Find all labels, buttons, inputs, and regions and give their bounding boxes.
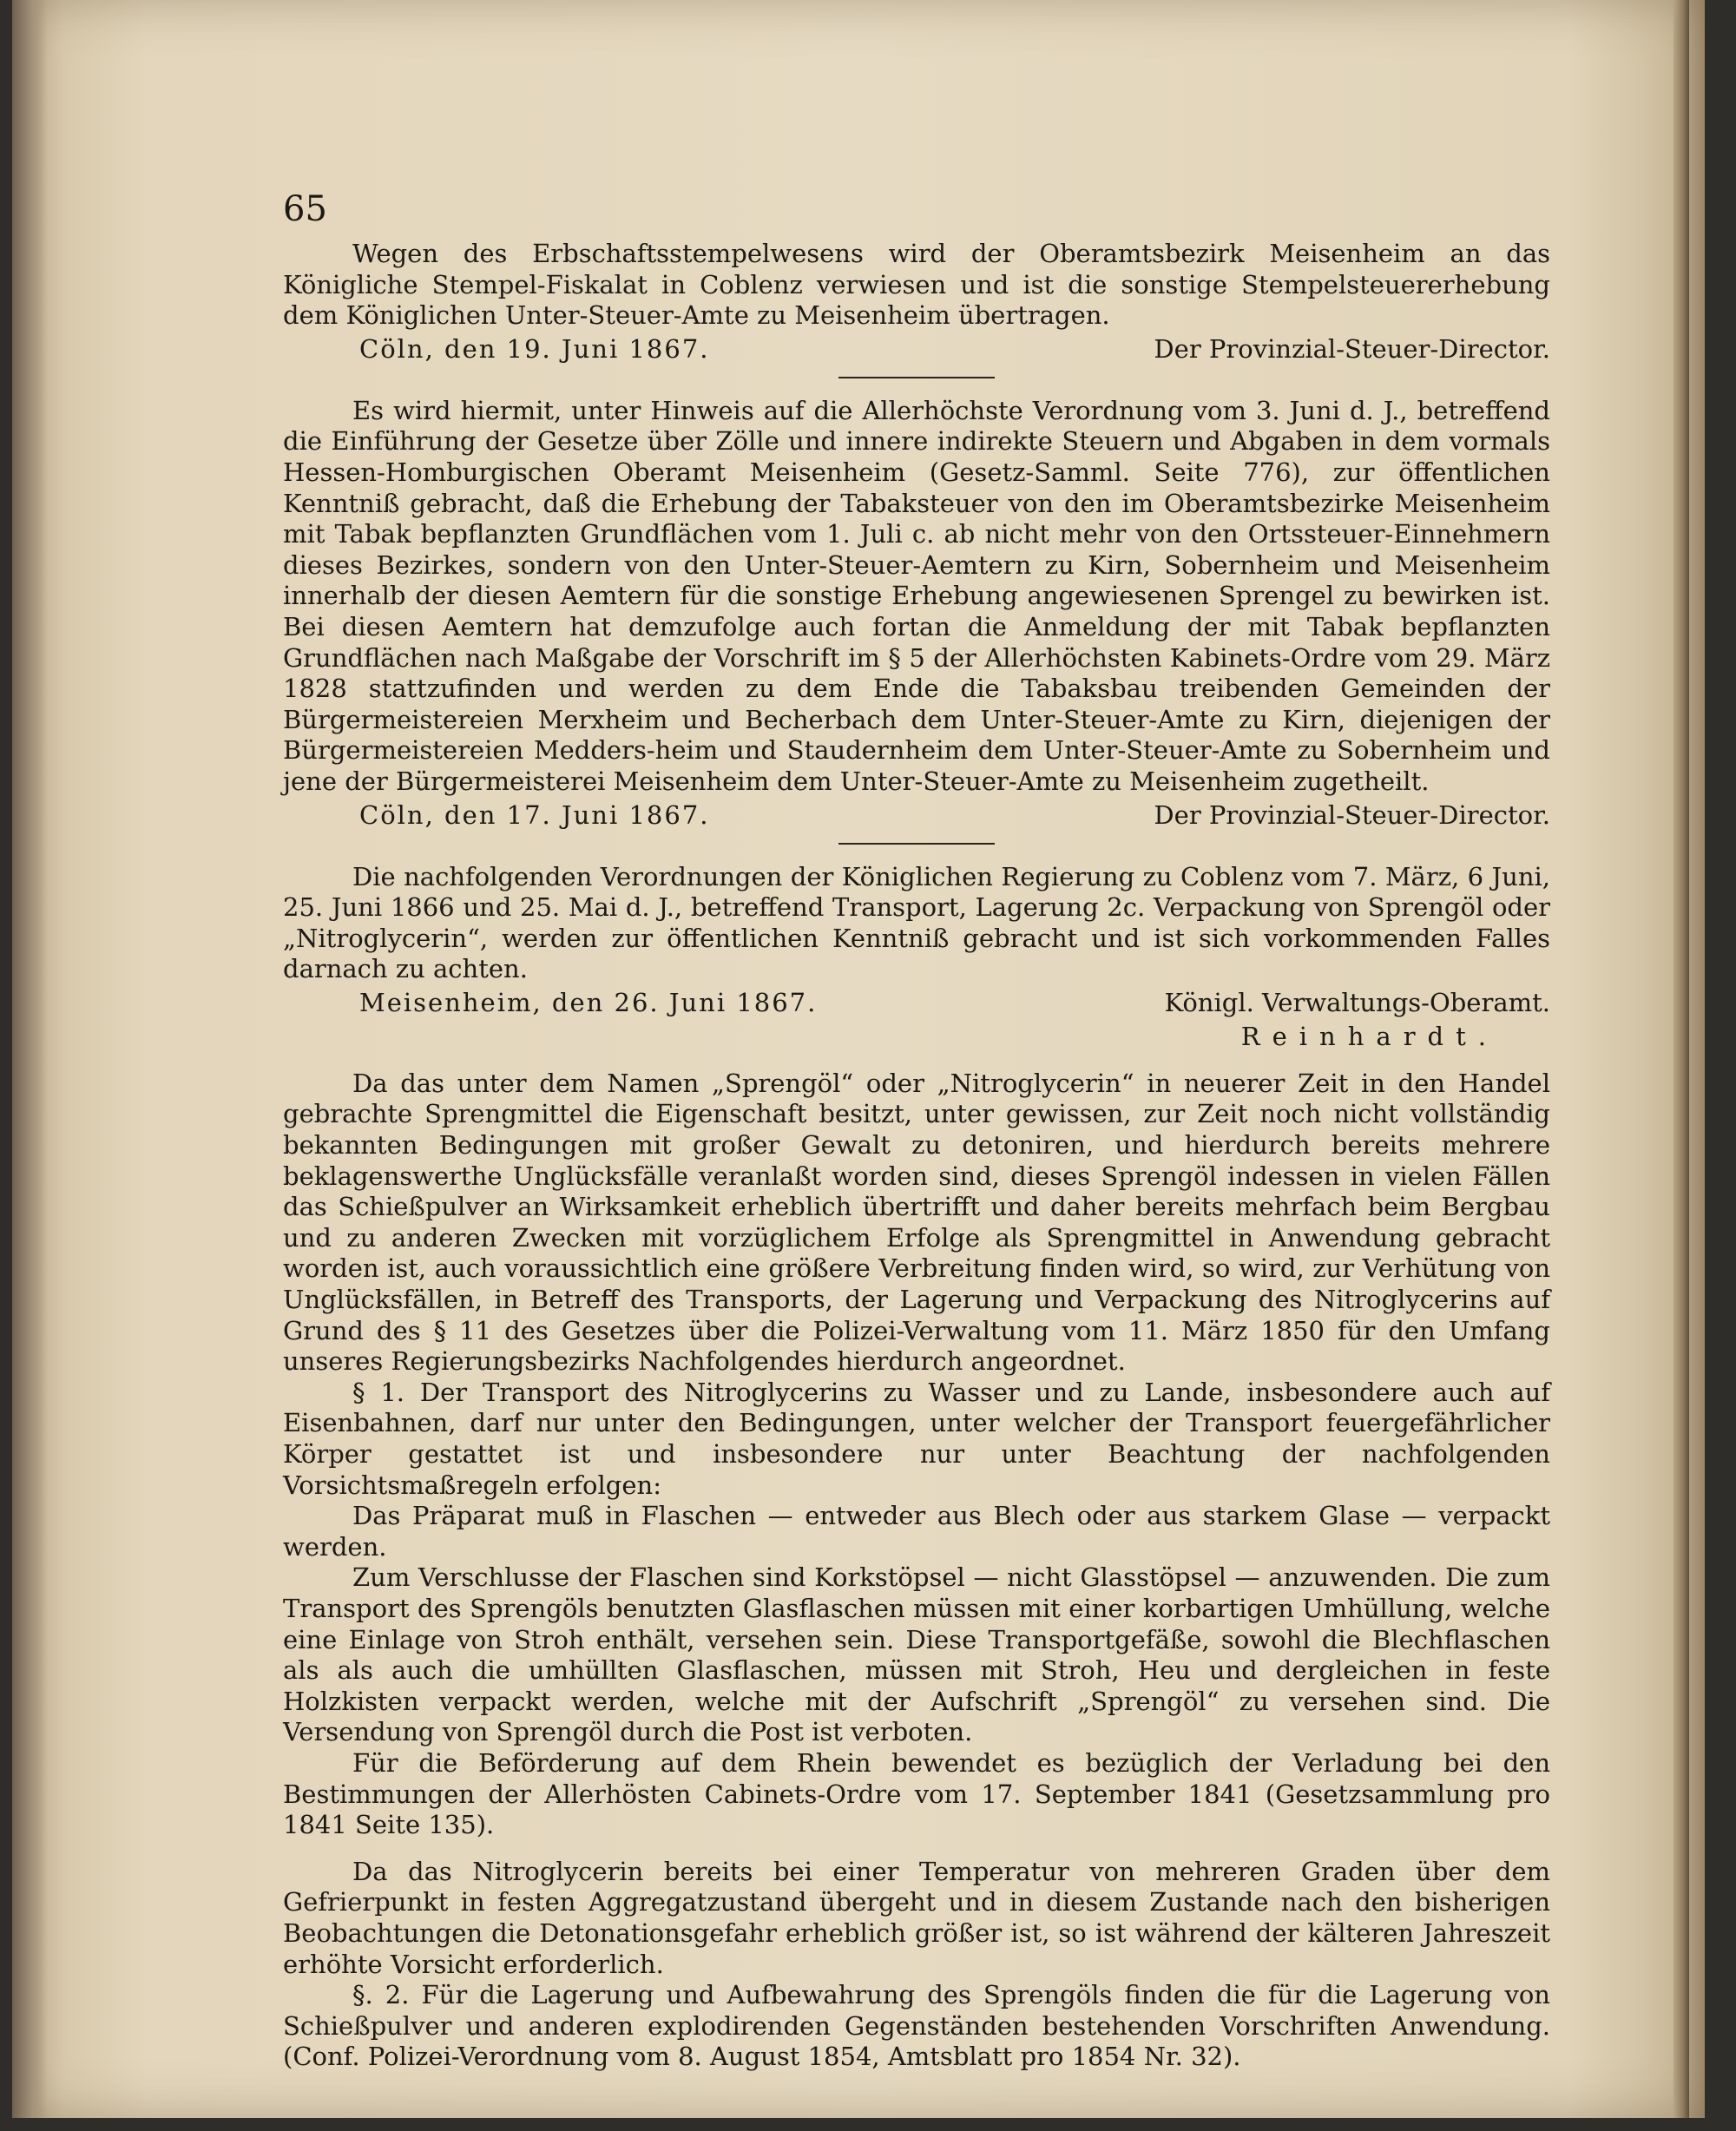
ordinance-rhine-rule: Für die Beförderung auf dem Rhein bewendet es bezüglich der Verladung bei den Bestimmungen der Allerhösten Cabinets-Ordre vom 17. September 1841 (Gesetzsammlung pro 1841 Seite 135). [283,1747,1550,1840]
book-gutter [12,0,47,2118]
ordinance-section-1: § 1. Der Transport des Nitroglycerins zu Wasser und zu Lande, insbesondere auch auf Eisenbahnen, darf nur unter den Bedingungen, unter welcher der Transport feuergefährlicher Körper gestattet ist und insbesondere nur unter Beachtung der nachfolgenden Vorsichtsmaßregeln erfolgen: [283,1377,1550,1500]
notice-1-dateline [283,332,1550,366]
notice-2-dateline [283,798,1550,832]
notice-2-authority: Der Provinzial-Steuer-Director. [1154,799,1550,830]
notice-1-paragraph: Wegen des Erbschaftsstempelwesens wird der Oberamtsbezirk Meisenheim an das Königliche Stempel-Fiskalat in Coblenz verwiesen und ist die sonstige Stempelsteuererhebung dem Königlichen Unter-Steuer-Amte zu Meisenheim übertragen. [283,239,1550,331]
notice-3-authority: Königl. Verwaltungs-Oberamt. [1164,987,1550,1017]
spacer [283,1053,1550,1069]
separator-rule [838,377,995,378]
notice-1-place-date: Cöln, den 19. Juni 1867. [359,333,710,364]
notice-3-paragraph: Die nachfolgenden Verordnungen der Königlichen Regierung zu Coblenz vom 7. März, 6 Juni, 25. Juni 1866 und 25. Mai d. J., betreffend Transport, Lagerung 2c. Verpackung von Sprengöl oder „Nitroglycerin“, werden zur öffentlichen Kenntniß gebracht und ist sich vorkommenden Falles darnach zu achten. [283,861,1550,984]
notice-3-dateline [283,985,1550,1020]
notice-3-place-date: Meisenheim, den 26. Juni 1867. [359,987,818,1017]
ordinance-intro: Da das unter dem Namen „Sprengöl“ oder „Nitroglycerin“ in neuerer Zeit in den Handel gebrachte Sprengmittel die Eigenschaft besitzt, unter gewissen, zur Zeit noch nicht vollständig bekannten Bedingungen mit großer Gewalt zu detoniren, und hierdurch bereits mehrere beklagenswerthe Unglücksfälle veranlaßt worden sind, dieses Sprengöl indessen in vielen Fällen das Schießpulver an Wirksamkeit erheblich übertrifft und daher bereits mehrfach beim Bergbau und zu anderen Zwecken mit vorzüglichem Erfolge als Sprengmittel in Anwendung gebracht worden ist, auch voraussichtlich eine größere Verbreitung finden wird, so wird, zur Verhütung von Unglücksfällen, in Betreff des Transports, der Lagerung und Verpackung des Nitroglycerins auf Grund des § 11 des Gesetzes über die Polizei-Verwaltung vom 11. März 1850 für den Umfang unseres Regierungsbezirks Nachfolgendes hierdurch angeordnet. [283,1068,1550,1377]
page-edge [1674,0,1689,2118]
notice-3-signature [283,1020,1550,1053]
ordinance-temperature-rule: Da das Nitroglycerin bereits bei einer Temperatur von mehreren Graden über dem Gefrierpunkt in festen Aggregatzustand übergeht und in diesem Zustande nach den bisherigen Beobachtungen die Detonationsgefahr erheblich größer ist, so ist während der kälteren Jahreszeit erhöhte Vorsicht erforderlich. [283,1856,1550,1979]
signature-name: Reinhardt. [1240,1021,1498,1051]
spacer [283,1841,1550,1857]
ordinance-closure-rule: Zum Verschlusse der Flaschen sind Korkstöpsel — nicht Glasstöpsel — anzuwenden. Die zum Transport des Sprengöls benutzten Glasflaschen müssen mit einer korbartigen Umhüllung, welche eine Einlage von Stroh enthält, versehen sein. Diese Transportgefäße, sowohl die Blechflaschen als als auch die umhüllten Glasflaschen, müssen mit Stroh, Heu und dergleichen in feste Holzkisten verpackt werden, welche mit der Aufschrift „Sprengöl“ zu versehen sind. Die Versendung von Sprengöl durch die Post ist verboten. [283,1562,1550,1747]
notice-2-paragraph: Es wird hiermit, unter Hinweis auf die Allerhöchste Verordnung vom 3. Juni d. J., betreffend die Einführung der Gesetze über Zölle und innere indirekte Steuern und Abgaben in dem vormals Hessen-Homburgischen Oberamt Meisenheim (Gesetz-Samml. Seite 776), zur öffentlichen Kenntniß gebracht, daß die Erhebung der Tabaksteuer von den im Oberamtsbezirke Meisenheim mit Tabak bepflanzten Grundflächen vom 1. Juli c. ab nicht mehr von den Ortssteuer-Einnehmern dieses Bezirkes, sondern von den Unter-Steuer-Aemtern zu Kirn, Sobernheim und Meisenheim innerhalb der diesen Aemtern für die sonstige Erhebung angewiesenen Sprengel zu bewirken ist. Bei diesen Aemtern hat demzufolge auch fortan die Anmeldung der mit Tabak bepflanzten Grundflächen nach Maßgabe der Vorschrift im § 5 der Allerhöchsten Kabinets-Ordre vom 29. März 1828 stattzufinden und werden zu dem Ende die Tabaksbau treibenden Gemeinden der Bürgermeistereien Merxheim und Becherbach dem Unter-Steuer-Amte zu Kirn, diejenigen der Bürgermeistereien Medders-heim und Staudernheim dem Unter-Steuer-Amte zu Sobernheim und jene der Bürgermeisterei Meisenheim dem Unter-Steuer-Amte zu Meisenheim zugetheilt. [283,395,1550,796]
page-content [283,187,1550,2073]
ordinance-section-2: §. 2. Für die Lagerung und Aufbewahrung des Sprengöls finden die für die Lagerung von Schießpulver und anderen explodirenden Gegenständen bestehenden Vorschriften Anwendung. (Conf. Polizei-Verordnung vom 8. August 1854, Amtsblatt pro 1854 Nr. 32). [283,1980,1550,2072]
notice-1-authority: Der Provinzial-Steuer-Director. [1154,333,1550,364]
ordinance-packing-rule: Das Präparat muß in Flaschen — entweder aus Blech oder aus starkem Glase — verpackt werden. [283,1501,1550,1562]
notice-2-place-date: Cöln, den 17. Juni 1867. [359,799,710,830]
separator-rule [838,843,995,845]
page-number: 65 [283,189,327,229]
